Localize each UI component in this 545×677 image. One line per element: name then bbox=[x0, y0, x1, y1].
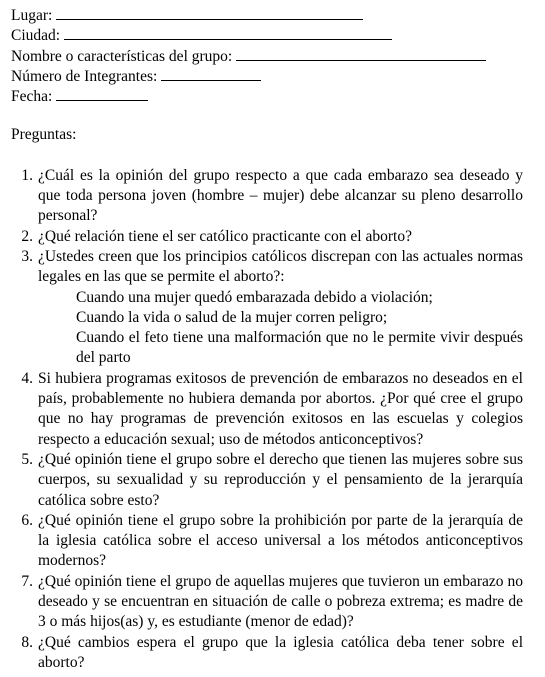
question-number: 6. bbox=[21, 511, 33, 529]
question-item bbox=[11, 633, 523, 674]
question-text: ¿Qué opinión tiene el grupo sobre el derecho que tienen las mujeres sobre sus cuerpos, su sexualidad y su reproducción y el pensamiento de la jerarquía católica sobre esto? bbox=[38, 450, 523, 509]
question-text: ¿Qué opinión tiene el grupo sobre la prohibición por parte de la jerarquía de la iglesia católica sobre el acceso universal a los métodos anticonceptivos modernos? bbox=[38, 511, 523, 570]
field-numero-integrantes bbox=[11, 65, 523, 85]
field-label: Número de Integrantes: bbox=[11, 67, 158, 85]
question-number: 4. bbox=[21, 369, 33, 387]
question-text: ¿Cuál es la opinión del grupo respecto a que cada embarazo sea deseado y que toda persona joven (hombre – mujer) debe alcanzar su pleno desarrollo personal? bbox=[38, 166, 523, 225]
field-blank-line bbox=[161, 65, 261, 81]
question-text: ¿Qué cambios espera el grupo que la iglesia católica deba tener sobre el aborto? bbox=[38, 633, 523, 671]
question-number: 5. bbox=[21, 450, 33, 468]
question-item bbox=[11, 450, 523, 511]
field-fecha bbox=[11, 85, 523, 105]
question-text: Si hubiera programas exitosos de prevención de embarazos no deseados en el país, probablemente no hubiera demanda por abortos. ¿Por qué cree el grupo que no hay programas de prevención exitosos en las escuelas y colegios respecto a educación sexual; uso de métodos anticonceptivos? bbox=[38, 369, 523, 448]
sub-item: Cuando el feto tiene una malformación que no le permite vivir después del parto bbox=[76, 329, 523, 367]
question-number: 3. bbox=[21, 247, 33, 265]
question-item bbox=[11, 572, 523, 633]
question-item bbox=[11, 166, 523, 227]
field-nombre-grupo bbox=[11, 45, 523, 65]
sub-item: Cuando la vida o salud de la mujer corren peligro; bbox=[76, 308, 388, 326]
question-text: ¿Qué opinión tiene el grupo de aquellas mujeres que tuvieron un embarazo no deseado y se encuentran en situación de calle o pobreza extrema; es madre de 3 o más hijos(as) y, es estudiante (menor de edad)? bbox=[38, 572, 523, 631]
field-label: Fecha: bbox=[11, 88, 53, 106]
field-label: Nombre o características del grupo: bbox=[11, 47, 233, 65]
sub-item: Cuando una mujer quedó embarazada debido a violación; bbox=[76, 288, 433, 306]
spacer bbox=[11, 105, 523, 125]
field-lugar bbox=[11, 4, 523, 24]
question-item bbox=[11, 511, 523, 572]
question-number: 8. bbox=[21, 633, 33, 651]
field-label: Lugar: bbox=[11, 7, 53, 24]
question-number: 7. bbox=[21, 572, 33, 590]
question-item bbox=[11, 227, 523, 247]
question-number: 1. bbox=[21, 166, 33, 184]
questions-heading: Preguntas: bbox=[11, 126, 77, 144]
question-item bbox=[11, 247, 523, 369]
field-ciudad bbox=[11, 24, 523, 44]
field-blank-line bbox=[56, 4, 363, 20]
questions-list bbox=[11, 166, 523, 673]
question-text: ¿Ustedes creen que los principios católicos discrepan con las actuales normas legales en las que se permite el aborto?: bbox=[38, 247, 523, 286]
field-blank-line bbox=[56, 85, 148, 101]
field-label: Ciudad: bbox=[11, 27, 61, 45]
field-blank-line bbox=[236, 45, 486, 61]
question-number: 2. bbox=[21, 227, 33, 245]
field-blank-line bbox=[64, 24, 392, 40]
question-text: ¿Qué relación tiene el ser católico practicante con el aborto? bbox=[38, 227, 412, 245]
question-item bbox=[11, 369, 523, 450]
